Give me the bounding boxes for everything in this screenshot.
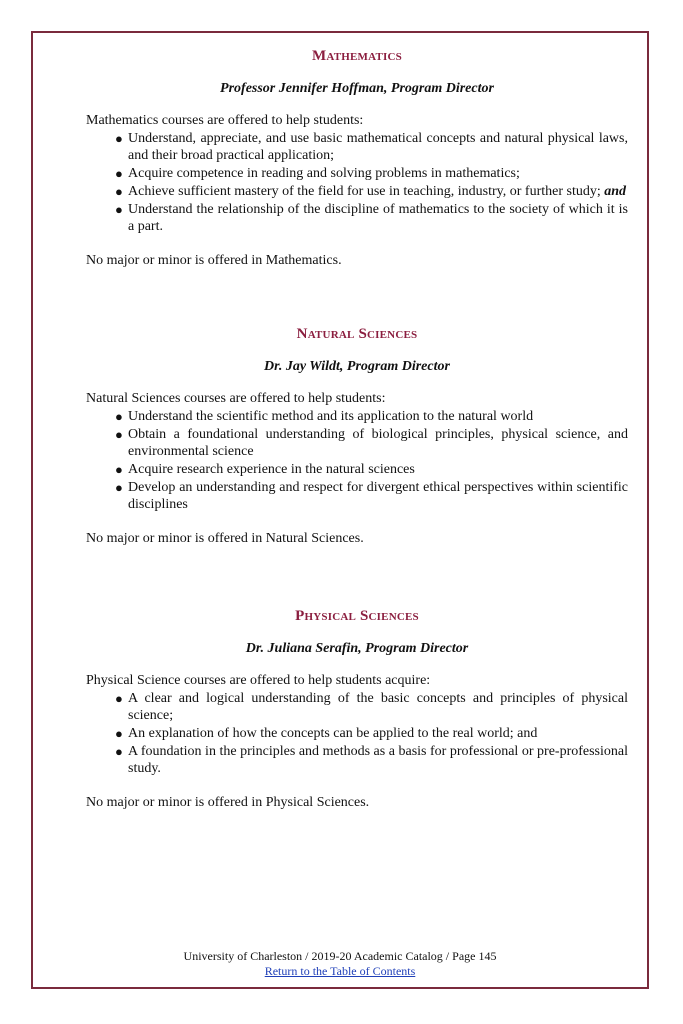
section-intro: Natural Sciences courses are offered to help students:	[86, 391, 386, 406]
objective-list	[86, 690, 628, 777]
section-natural-sciences	[86, 324, 628, 547]
bullet-icon: ●	[115, 480, 123, 495]
objective-list	[86, 408, 628, 513]
list-item: ● Understand the scientific method and its application to the natural world	[115, 409, 534, 424]
section-physical-sciences	[86, 606, 628, 811]
bullet-icon: ●	[115, 131, 123, 146]
section-intro: Mathematics courses are offered to help students:	[86, 113, 364, 128]
list-item: ● Develop an understanding and respect for divergent ethical perspectives within scientific disciplines	[115, 480, 628, 512]
section-title: Mathematics	[312, 48, 402, 64]
table-of-contents-link[interactable]: Return to the Table of Contents	[264, 964, 416, 978]
objective-list	[86, 130, 628, 235]
list-item: ● Acquire research experience in the natural sciences	[115, 462, 415, 477]
list-item: ● Understand, appreciate, and use basic mathematical concepts and natural physical laws, and their broad practical application;	[115, 131, 628, 163]
emphasis-and: and	[604, 184, 627, 199]
bullet-icon: ●	[115, 166, 123, 181]
list-item: ● A foundation in the principles and methods as a basis for professional or pre-professional study.	[115, 744, 628, 776]
program-director: Professor Jennifer Hoffman, Program Director	[220, 81, 494, 96]
bullet-icon: ●	[115, 427, 123, 442]
bullet-icon: ●	[115, 202, 123, 217]
bullet-icon: ●	[115, 726, 123, 741]
program-director: Dr. Jay Wildt, Program Director	[264, 359, 450, 374]
list-item: ● Obtain a foundational understanding of biological principles, physical science, and environmental science	[115, 427, 628, 459]
section-note: No major or minor is offered in Natural Sciences.	[86, 531, 364, 546]
list-item: ● An explanation of how the concepts can be applied to the real world; and	[115, 726, 538, 741]
section-note: No major or minor is offered in Physical Sciences.	[86, 795, 370, 810]
bullet-icon: ●	[115, 744, 123, 759]
section-note: No major or minor is offered in Mathematics.	[86, 253, 342, 268]
list-item: ● A clear and logical understanding of the basic concepts and principles of physical science;	[115, 691, 628, 723]
program-director: Dr. Juliana Serafin, Program Director	[245, 641, 469, 656]
list-item: ● Understand the relationship of the discipline of mathematics to the society of which it is a part.	[115, 202, 628, 234]
section-mathematics	[86, 46, 628, 269]
section-intro: Physical Science courses are offered to help students acquire:	[86, 673, 431, 688]
section-title: Natural Sciences	[296, 326, 418, 342]
page-content	[86, 46, 628, 811]
page-footer	[31, 949, 649, 979]
bullet-icon: ●	[115, 409, 123, 424]
catalog-page-line: University of Charleston / 2019-20 Academic Catalog / Page 145	[183, 949, 497, 963]
section-title: Physical Sciences	[295, 608, 419, 624]
list-item: ● Acquire competence in reading and solving problems in mathematics;	[115, 166, 520, 181]
bullet-icon: ●	[115, 462, 123, 477]
bullet-icon: ●	[115, 691, 123, 706]
list-item: ● Achieve sufficient mastery of the field for use in teaching, industry, or further study; and	[115, 184, 627, 199]
bullet-icon: ●	[115, 184, 123, 199]
